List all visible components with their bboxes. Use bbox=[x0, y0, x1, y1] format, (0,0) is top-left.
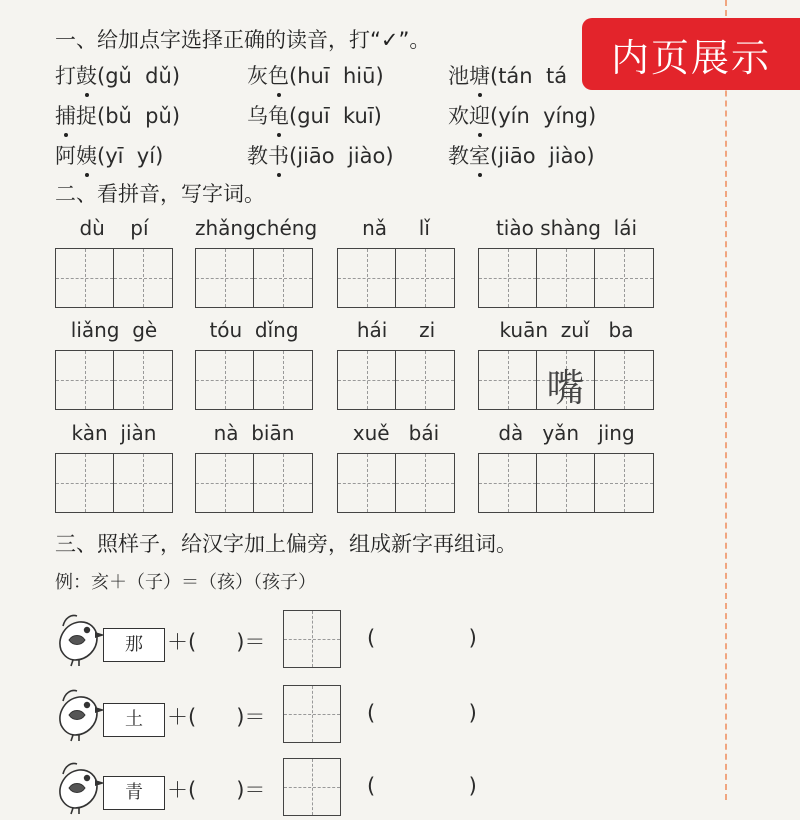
pinyin-options: (jiāo jiào) bbox=[490, 144, 595, 168]
tian-zi-cell[interactable] bbox=[196, 249, 254, 307]
writing-grid bbox=[337, 350, 455, 410]
word-char: 灰 bbox=[247, 64, 268, 88]
tian-zi-cell[interactable] bbox=[196, 454, 254, 512]
word-char: 池 bbox=[448, 64, 469, 88]
pinyin-label: kuān zuǐ ba bbox=[499, 318, 634, 342]
writing-grid bbox=[478, 248, 654, 308]
pinyin-options: (yī yí) bbox=[97, 144, 164, 168]
preview-badge: 内页展示 bbox=[582, 18, 800, 90]
pinyin-label: hái zi bbox=[356, 318, 436, 342]
tian-zi-cell[interactable] bbox=[338, 454, 396, 512]
pinyin-label: dà yǎn jing bbox=[498, 421, 635, 445]
dotted-char: 鼓 bbox=[76, 60, 97, 90]
base-char-box: 那 bbox=[103, 628, 165, 662]
pinyin-choice-item[interactable] bbox=[247, 140, 394, 170]
tian-zi-cell[interactable] bbox=[479, 249, 537, 307]
writing-grid bbox=[195, 453, 313, 513]
prefilled-char: 嘴 bbox=[546, 366, 585, 410]
dotted-char: 色 bbox=[268, 60, 289, 90]
section3-heading: 三、照样子，给汉字加上偏旁，组成新字再组词。 bbox=[55, 532, 517, 556]
writing-grid bbox=[478, 453, 654, 513]
pinyin-label: nǎ lǐ bbox=[362, 216, 430, 240]
word-blank[interactable]: ( ) bbox=[367, 701, 477, 725]
tian-zi-cell[interactable] bbox=[56, 454, 114, 512]
tian-zi-cell[interactable] bbox=[254, 454, 312, 512]
tian-zi-cell[interactable] bbox=[114, 351, 172, 409]
pinyin-choice-item[interactable] bbox=[448, 140, 595, 170]
tian-zi-cell[interactable] bbox=[114, 454, 172, 512]
bird-icon bbox=[55, 758, 107, 820]
new-char-cell[interactable] bbox=[283, 610, 341, 668]
bird-icon bbox=[55, 685, 107, 747]
word-char: 捕 bbox=[55, 100, 76, 130]
tian-zi-cell[interactable] bbox=[114, 249, 172, 307]
word-char: 欢 bbox=[448, 104, 469, 128]
word-blank[interactable]: ( ) bbox=[367, 774, 477, 798]
pinyin-label: zhǎngchéng bbox=[195, 216, 318, 240]
dotted-char: 姨 bbox=[76, 140, 97, 170]
pinyin-label: liǎng gè bbox=[70, 318, 158, 342]
tian-zi-cell[interactable] bbox=[254, 351, 312, 409]
tian-zi-cell[interactable] bbox=[56, 351, 114, 409]
tian-zi-cell[interactable] bbox=[396, 351, 454, 409]
new-char-cell[interactable] bbox=[283, 685, 341, 743]
radical-exercise-row bbox=[55, 758, 535, 818]
pinyin-choice-item[interactable] bbox=[448, 100, 596, 130]
word-char: 乌 bbox=[247, 104, 268, 128]
pinyin-choice-item[interactable] bbox=[247, 100, 382, 130]
word-char: 阿 bbox=[55, 144, 76, 168]
word-char: 教 bbox=[247, 144, 268, 168]
tian-zi-cell[interactable] bbox=[595, 351, 653, 409]
tian-zi-cell[interactable] bbox=[396, 454, 454, 512]
radical-blank[interactable]: ＋( )＝ bbox=[167, 705, 266, 729]
pinyin-options: (yín yíng) bbox=[490, 104, 597, 128]
word-blank[interactable]: ( ) bbox=[367, 626, 477, 650]
writing-grid bbox=[478, 350, 654, 410]
tian-zi-cell[interactable] bbox=[338, 351, 396, 409]
writing-grid bbox=[195, 350, 313, 410]
writing-grid bbox=[55, 350, 173, 410]
pinyin-label: xuě bái bbox=[352, 421, 440, 445]
tian-zi-cell[interactable] bbox=[338, 249, 396, 307]
writing-grid bbox=[337, 248, 455, 308]
tian-zi-cell[interactable] bbox=[595, 249, 653, 307]
writing-grid bbox=[55, 248, 173, 308]
pinyin-options: (gǔ dǔ) bbox=[97, 64, 181, 88]
section2-heading: 二、看拼音，写字词。 bbox=[55, 182, 265, 206]
pinyin-label: tiào shàng lái bbox=[495, 216, 638, 240]
word-char: 教 bbox=[448, 144, 469, 168]
page-edge-rule bbox=[725, 0, 727, 800]
pinyin-label: nà biān bbox=[213, 421, 295, 445]
dotted-char: 塘 bbox=[469, 60, 490, 90]
radical-exercise-row bbox=[55, 685, 535, 745]
bird-icon bbox=[55, 610, 107, 672]
tian-zi-cell[interactable] bbox=[537, 454, 595, 512]
tian-zi-cell[interactable] bbox=[537, 249, 595, 307]
word-char: 打 bbox=[55, 64, 76, 88]
pinyin-options: (bǔ pǔ) bbox=[97, 104, 181, 128]
base-char-box: 土 bbox=[103, 703, 165, 737]
tian-zi-cell[interactable] bbox=[479, 351, 537, 409]
radical-blank[interactable]: ＋( )＝ bbox=[167, 630, 266, 654]
pinyin-label: dù pí bbox=[79, 216, 149, 240]
pinyin-label: tóu dǐng bbox=[209, 318, 299, 342]
base-char-box: 青 bbox=[103, 776, 165, 810]
section1-heading: 一、给加点字选择正确的读音，打“✓”。 bbox=[55, 28, 431, 52]
tian-zi-cell[interactable] bbox=[595, 454, 653, 512]
pinyin-label: kàn jiàn bbox=[71, 421, 157, 445]
pinyin-options: (jiāo jiào) bbox=[289, 144, 394, 168]
writing-grid bbox=[337, 453, 455, 513]
tian-zi-cell[interactable] bbox=[479, 454, 537, 512]
new-char-cell[interactable] bbox=[283, 758, 341, 816]
tian-zi-cell[interactable] bbox=[56, 249, 114, 307]
radical-blank[interactable]: ＋( )＝ bbox=[167, 778, 266, 802]
pinyin-options: (guī kuī) bbox=[289, 104, 382, 128]
tian-zi-cell[interactable] bbox=[196, 351, 254, 409]
pinyin-choice-item[interactable] bbox=[247, 60, 384, 90]
pinyin-choice-item[interactable] bbox=[55, 140, 163, 170]
dotted-char: 龟 bbox=[268, 100, 289, 130]
pinyin-choice-item[interactable] bbox=[55, 60, 180, 90]
radical-exercise-row bbox=[55, 610, 535, 670]
dotted-char: 迎 bbox=[469, 100, 490, 130]
dotted-char: 书 bbox=[268, 140, 289, 170]
tian-zi-cell[interactable] bbox=[537, 351, 595, 409]
word-char: 捉 bbox=[76, 104, 97, 128]
writing-grid bbox=[55, 453, 173, 513]
background-bleed: ㅤ bbox=[600, 338, 629, 373]
tian-zi-cell[interactable] bbox=[254, 249, 312, 307]
pinyin-choice-item[interactable] bbox=[448, 60, 567, 90]
pinyin-options: (huī hiū) bbox=[289, 64, 384, 88]
example-line: 例：亥＋（子）＝（孩）（孩子） bbox=[55, 572, 316, 593]
dotted-char: 室 bbox=[469, 140, 490, 170]
writing-grid bbox=[195, 248, 313, 308]
tian-zi-cell[interactable] bbox=[396, 249, 454, 307]
pinyin-options: (tán tá bbox=[490, 64, 568, 88]
pinyin-choice-item[interactable] bbox=[55, 100, 180, 130]
